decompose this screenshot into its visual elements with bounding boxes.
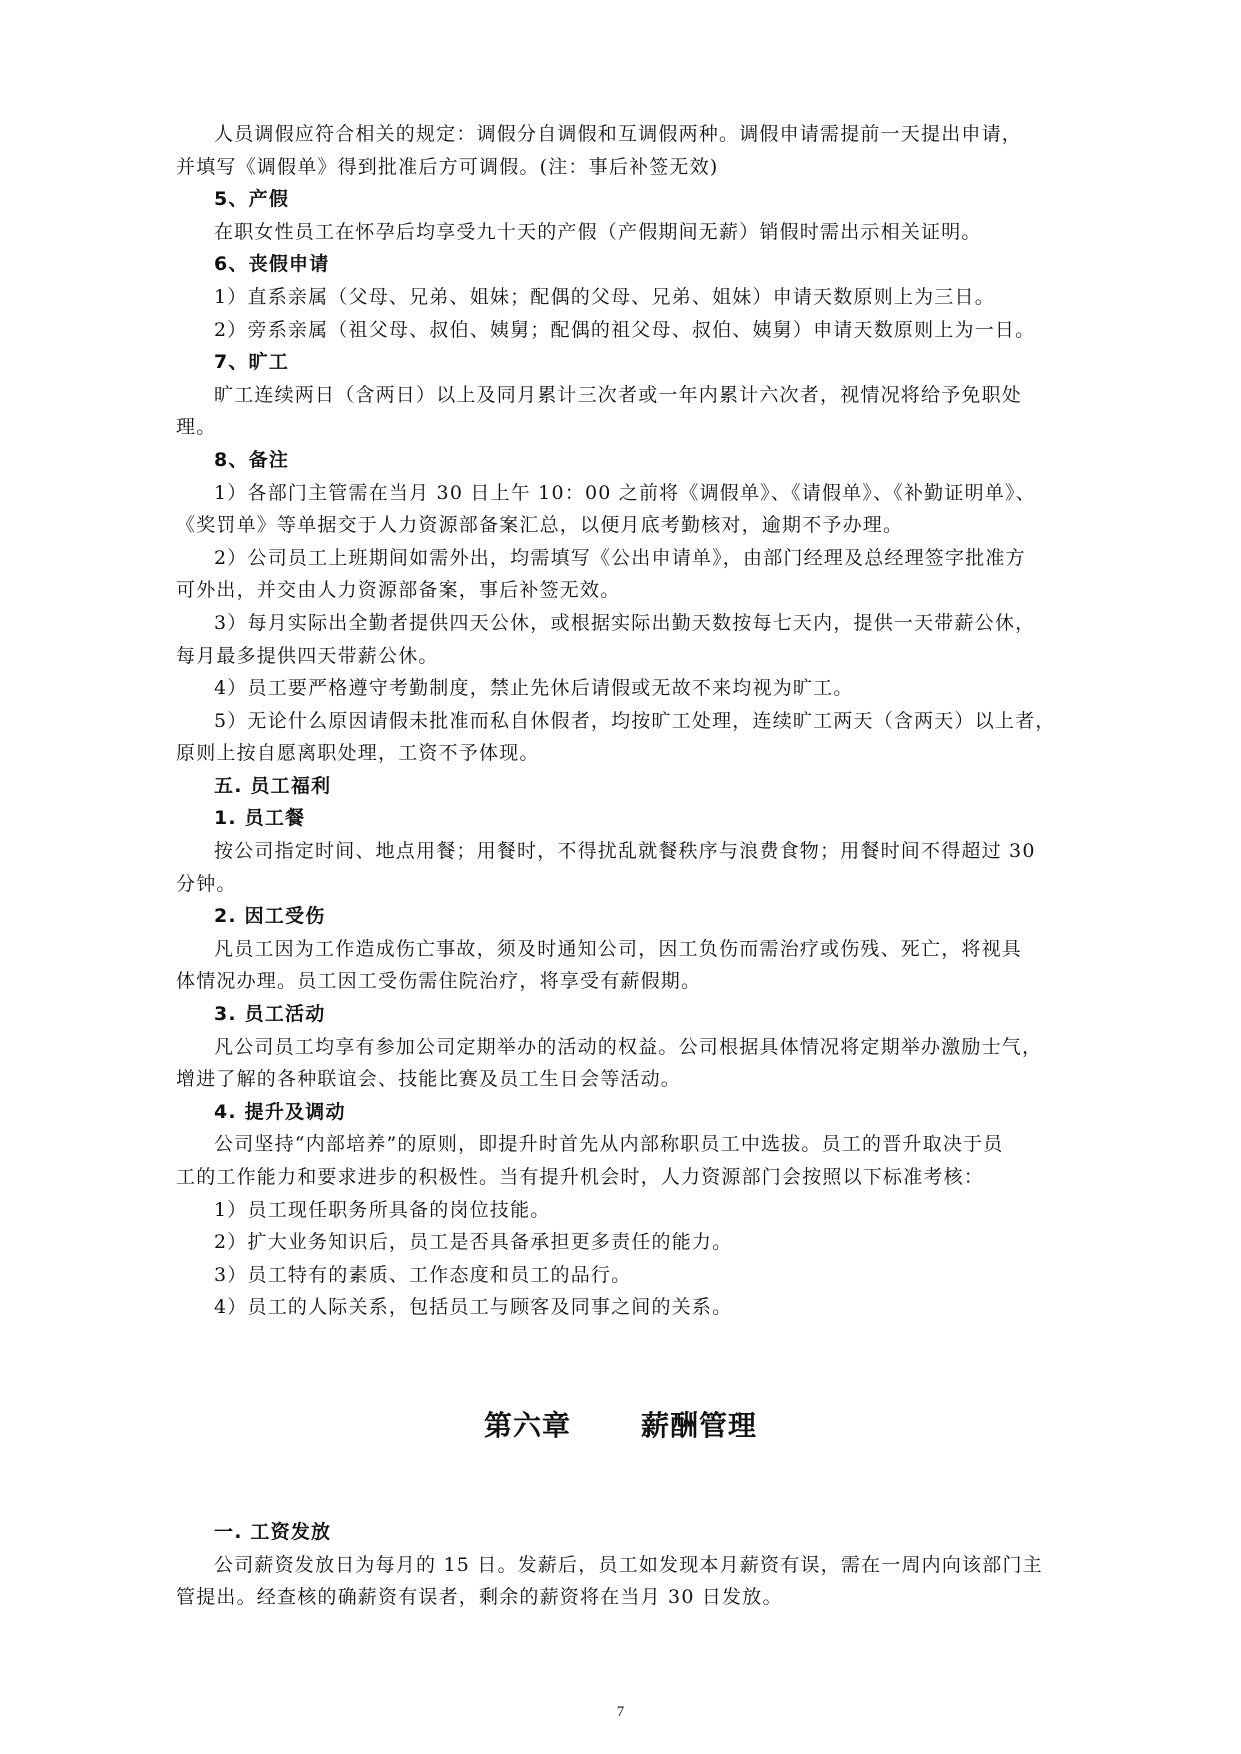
- subsection-heading: 2. 因工受伤: [214, 905, 326, 928]
- document-body: [176, 118, 1086, 1324]
- paragraph: 凡公司员工均享有参加公司定期举办的活动的权益。公司根据具体情况将定期举办激励士气，: [214, 1035, 1043, 1058]
- paragraph: 人员调假应符合相关的规定：调假分自调假和互调假两种。调假申请需提前一天提出申请，: [214, 123, 1023, 145]
- paragraph: 工的工作能力和要求进步的积极性。当有提升机会时，人力资源部门会按照以下标准考核：: [176, 1166, 985, 1188]
- paragraph: 公司薪资发放日为每月的 15 日。发薪后，员工如发现本月薪资有误，需在一周内向该部门主: [214, 1553, 1043, 1576]
- list-item: 《奖罚单》等单据交于人力资源部备案汇总，以便月底考勤核对，逾期不予办理。: [176, 514, 904, 537]
- list-item: 2）旁系亲属（祖父母、叔伯、姨舅；配偶的祖父母、叔伯、姨舅）申请天数原则上为一日。: [214, 318, 1036, 341]
- paragraph: 理。: [176, 416, 217, 439]
- paragraph: 并填写《调假单》得到批准后方可调假。(注：事后补签无效): [176, 155, 719, 178]
- list-item: 3）员工特有的素质、工作态度和员工的品行。: [214, 1263, 632, 1286]
- list-item: 1）各部门主管需在当月 30 日上午 10：00 之前将《调假单》、《请假单》、《补勤证明单》、: [214, 481, 1036, 504]
- page-number: 7: [616, 1704, 625, 1720]
- subsection-heading: 1. 员工餐: [214, 807, 306, 830]
- chapter-number: 第六章: [483, 1409, 571, 1442]
- paragraph: 按公司指定时间、地点用餐；用餐时，不得扰乱就餐秩序与浪费食物；用餐时间不得超过 30: [214, 840, 1036, 863]
- chapter-name: 薪酬管理: [641, 1409, 758, 1442]
- section-heading: 5、产假: [214, 188, 290, 211]
- paragraph: 管提出。经查核的确薪资有误者，剩余的薪资将在当月 30 日发放。: [176, 1586, 783, 1609]
- paragraph: 旷工连续两日（含两日）以上及同月累计三次者或一年内累计六次者，视情况将给予免职处: [214, 383, 1023, 406]
- list-item: 原则上按自愿离职处理，工资不予体现。: [176, 742, 540, 765]
- paragraph: 体情况办理。员工因工受伤需住院治疗，将享受有薪假期。: [176, 970, 702, 993]
- subsection-heading: 3. 员工活动: [214, 1003, 326, 1026]
- list-item: 5）无论什么原因请假未批准而私自休假者，均按旷工处理，连续旷工两天（含两天）以上者，: [214, 709, 1056, 732]
- list-item: 4）员工的人际关系，包括员工与顾客及同事之间的关系。: [214, 1296, 733, 1319]
- list-item: 3）每月实际出全勤者提供四天公休，或根据实际出勤天数按每七天内，提供一天带薪公休，: [214, 611, 1036, 634]
- list-item: 每月最多提供四天带薪公休。: [176, 644, 439, 667]
- list-item: 1）直系亲属（父母、兄弟、姐妹；配偶的父母、兄弟、姐妹）申请天数原则上为三日。: [214, 285, 995, 308]
- section-heading: 五. 员工福利: [214, 774, 332, 797]
- paragraph: 凡员工因为工作造成伤亡事故，须及时通知公司，因工负伤而需治疗或伤残、死亡，将视具: [214, 937, 1023, 960]
- paragraph: 公司坚持“内部培养”的原则，即提升时首先从内部称职员工中选拔。员工的晋升取决于员: [214, 1133, 1004, 1156]
- paragraph: 增进了解的各种联谊会、技能比赛及员工生日会等活动。: [176, 1068, 682, 1091]
- chapter-title: [0, 1404, 1241, 1444]
- subsection-heading: 4. 提升及调动: [214, 1100, 346, 1123]
- section-heading: 6、丧假申请: [214, 253, 330, 276]
- paragraph: 在职女性员工在怀孕后均享受九十天的产假（产假期间无薪）销假时需出示相关证明。: [214, 220, 982, 243]
- list-item: 可外出，并交由人力资源部备案，事后补签无效。: [176, 579, 621, 602]
- list-item: 2）公司员工上班期间如需外出，均需填写《公出申请单》，由部门经理及总经理签字批准方: [214, 546, 1026, 569]
- list-item: 2）扩大业务知识后，员工是否具备承担更多责任的能力。: [214, 1231, 733, 1254]
- list-item: 1）员工现任职务所具备的岗位技能。: [214, 1198, 551, 1221]
- paragraph: 分钟。: [176, 872, 237, 895]
- section-heading: 7、旷工: [214, 351, 290, 374]
- chapter-body: [176, 1516, 1086, 1614]
- list-item: 4）员工要严格遵守考勤制度，禁止先休后请假或无故不来均视为旷工。: [214, 677, 854, 700]
- section-heading: 一. 工资发放: [214, 1521, 332, 1543]
- section-heading: 8、备注: [214, 448, 290, 471]
